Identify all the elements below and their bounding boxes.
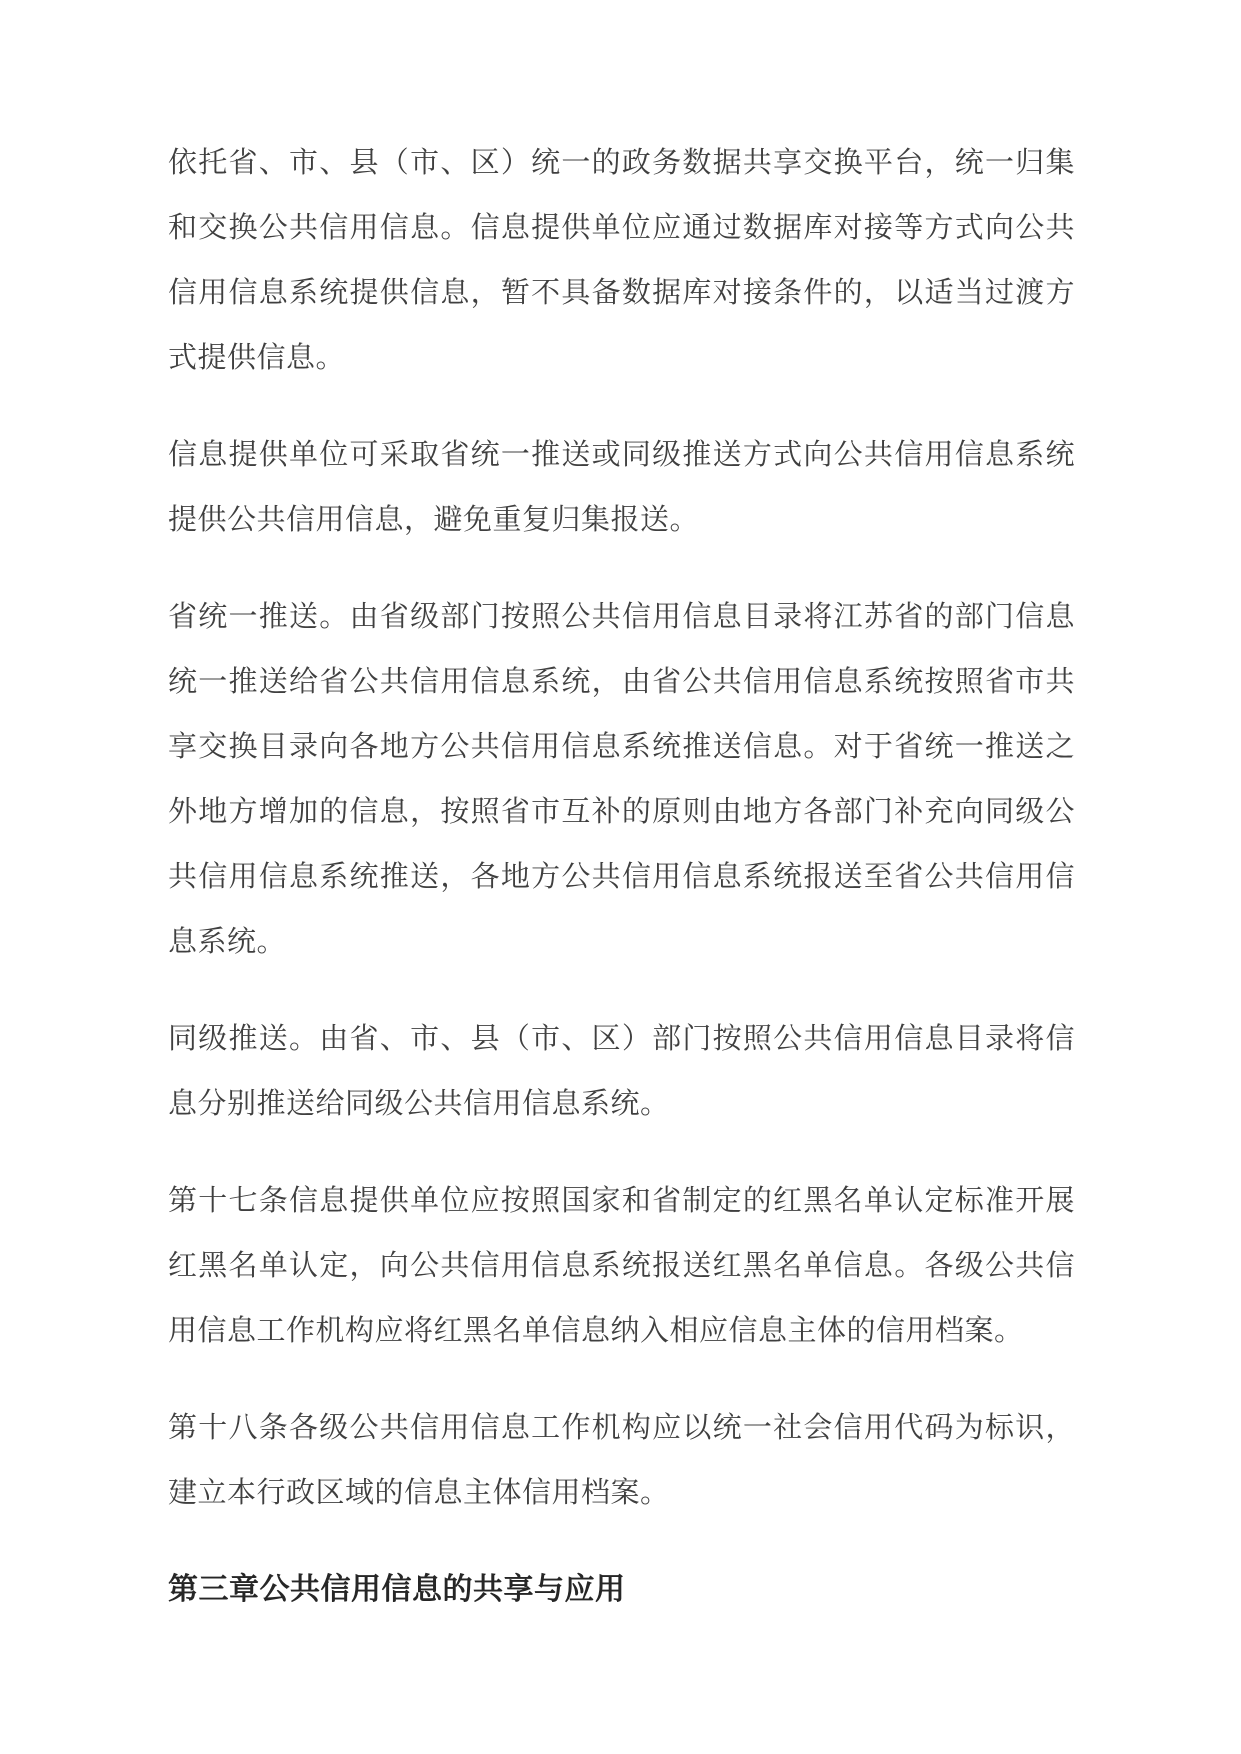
paragraph-article-17: 第十七条信息提供单位应按照国家和省制定的红黑名单认定标准开展红黑名单认定，向公共信用信息系统报送红黑名单信息。各级公共信用信息工作机构应将红黑名单信息纳入相应信息主体的信用档案。 (168, 1183, 1075, 1347)
paragraph-push-methods: 信息提供单位可采取省统一推送或同级推送方式向公共信用信息系统提供公共信用信息，避免重复归集报送。 (168, 437, 1075, 536)
paragraph-data-platform: 依托省、市、县（市、区）统一的政务数据共享交换平台，统一归集和交换公共信用信息。信息提供单位应通过数据库对接等方式向公共信用信息系统提供信息，暂不具备数据库对接条件的，以适当过渡方式提供信息。 (168, 145, 1075, 374)
paragraph-same-level-push: 同级推送。由省、市、县（市、区）部门按照公共信用信息目录将信息分别推送给同级公共信用信息系统。 (168, 1021, 1075, 1120)
paragraph-provincial-unified-push: 省统一推送。由省级部门按照公共信用信息目录将江苏省的部门信息统一推送给省公共信用信息系统，由省公共信用信息系统按照省市共享交换目录向各地方公共信用信息系统推送信息。对于省统一推送之外地方增加的信息，按照省市互补的原则由地方各部门补充向同级公共信用信息系统推送，各地方公共信用信息系统报送至省公共信用信息系统。 (168, 599, 1075, 958)
paragraph-article-18: 第十八条各级公共信用信息工作机构应以统一社会信用代码为标识，建立本行政区域的信息主体信用档案。 (168, 1410, 1075, 1509)
chapter-3-heading: 第三章公共信用信息的共享与应用 (168, 1572, 626, 1607)
